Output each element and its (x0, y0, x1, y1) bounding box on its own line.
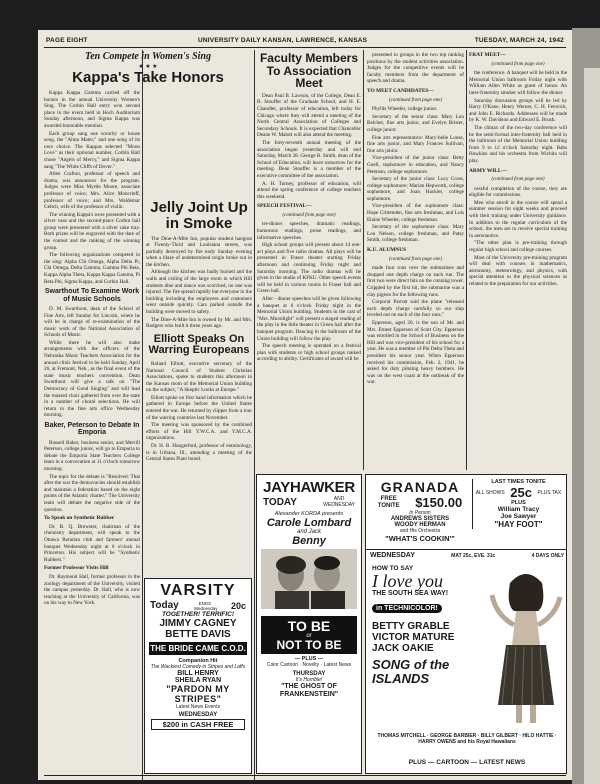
granada-days: 4 DAYS ONLY (531, 552, 564, 559)
granada-title: GRANADA (380, 479, 460, 495)
elliott-paragraph: The meeting was sponsored by the combined efforts of the Hill Y.W.C.A. and Y.M.C.A. organizations. (146, 422, 252, 442)
varsity-cash-offer: $200 in CASH FREE (151, 719, 245, 730)
varsity-ends: ENDS Wednesday (193, 600, 218, 611)
faculty-paragraph: Dean Paul B. Lawson, of the College, Dean E. B. Stouffer of the Graduate School, and H. E. Chandler, professor of education, left today for Chicago where they will attend a meeting of the North Central Association of Colleges and Secondary Schools. It is expected that Chancellor Deane W. Malott will also attend the meeting. (257, 92, 361, 139)
varsity-companion: Companion Hit (178, 658, 218, 664)
granada-actor-1: BETTY GRABLE (372, 621, 450, 632)
granada-plus: PLUS (511, 500, 526, 506)
faculty-paragraph: The forty-seventh annual meeting of the association began yesterday and will end Saturday, March 28. George B. Smith, dean of the School of Education, will leave tomorrow for the meeting. Dean Stouffer is a member of the executive committee of the association. (257, 139, 361, 179)
elliott-headline: Elliott Speaks On Warring Europeans (148, 332, 250, 357)
varsity-film-title: THE BRIDE CAME C.O.D. (150, 644, 246, 653)
jayhawker-presenter: Alexander KORDA presents (274, 511, 344, 517)
varsity-film-2: "PARDON MY STRIPES" (166, 684, 230, 704)
jayhawker-star2: Benny (292, 535, 326, 547)
jayhawker-title: JAYHAWKER (263, 479, 355, 496)
hill-paragraph: Dr. Raymond Hall, former professor in the zoology department of the University, visited the campus yesterday. Dr. Hall, who is now teaching at the University of California, was on his way to New York. (44, 573, 140, 607)
jayhawker-extras: Color Cartoon · Novelty · Latest News (266, 662, 352, 668)
swarthout-paragraph: D. M. Swarthout, dean of the School of Fine Arts, left Sunday for Lincoln, where he will be in charge of re-examination of the music work of the National Association of Schools of Music. (44, 305, 140, 339)
candidates-paragraph: Secretary of the senior class: Mary Lou Belcher, fine arts junior, and Evelyn Brister, college junior. (367, 113, 464, 133)
granada-ends: LAST TIMES TONITE (491, 479, 546, 485)
varsity-ad (144, 578, 252, 774)
jelly-headline: Jelly Joint Up in Smoke (150, 199, 248, 232)
faculty-paragraph: A. H. Turney, professor of education, will attend the spring conference of college teachers this weekend. (257, 180, 361, 200)
army-paragraph: "The other plan is pre-training through regular high school and college courses. (469, 240, 567, 254)
jelly-paragraph: The Dine-A-Mite Inn, popular student hangout at Twenty-Third and Louisiana streets, was partially destroyed by fire early Sunday evening when a blaze of undetermined origin broke out in the kitchen. (146, 235, 252, 268)
granada-matinee: MAT 25c, EVE. 31c (451, 552, 496, 559)
bottom-rule (44, 775, 566, 776)
granada-song-1: HOW TO SAY (372, 565, 414, 572)
granada-technicolor: in TECHNICOLOR! (372, 604, 442, 613)
candidates-paragraph: Phyllis Wheeler, college junior. (372, 106, 438, 113)
alumnus-paragraph: made four runs over the submarines and dropped one depth charge on each run. The first two were direct hits on the conning tower. Crippled by the first hit, the submarine was a clay pigeon for the following runs. (367, 265, 464, 298)
newspaper-page (38, 30, 572, 780)
candidates-continued: (continued from page one) (389, 97, 442, 103)
jayhawker-film-title-2: NOT TO BE (276, 638, 342, 652)
granada-band-3: and His Orchestra (399, 528, 441, 534)
frat-paragraph: The climax of the two-day conference will be the semi-formal inter-fraternity ball held in the ballroom of the Memorial Union building from 9 to 12 o'clock Saturday night. Babs Hawkins and his orchestra from Wichita will play. (469, 124, 567, 164)
candidates-headline: TO MEET CANDIDATES— (367, 87, 434, 94)
baker-paragraph: The topic for the debate is "Resolved: That after the war the democracies should establish and maintain a federation based on the eight points of the Atlantic charter." The University team will debate the negative side of the question. (44, 473, 140, 513)
granada-amount: $150.00 (415, 495, 463, 510)
frat-paragraph: Saturday discussion groups will be led by Harry O'Kane, Henry Werner, C. H. Fenwick, and John E. Richards. Addresses will be made by K. W. Davidson and Edward E. Brush. (469, 97, 567, 124)
jayhawker-ad (256, 474, 362, 774)
granada-star-0: William Tracy (497, 506, 540, 513)
granada-divider (366, 549, 566, 550)
granada-film-0b: "HAY FOOT" (494, 520, 543, 529)
varsity-star-3: BILL HENRY (177, 670, 219, 677)
granada-ad (365, 474, 567, 774)
kappa-paragraph: Kappa Kappa Gamma carried off the honors in the annual University Women's Sing. The Corbin Hall entry won second place in the event held in Hoch Auditorium Sunday afternoon, and Sigma Kappa was awarded honorable mention. (44, 90, 140, 129)
column-divider (254, 50, 255, 780)
faculty-headline: Faculty Members To Association Meet (259, 52, 359, 91)
candidates-paragraph: Fine arts representative: Mary-belle Loose, fine arts junior, and Mary Frances Sullivan, fine arts junior. (367, 134, 464, 154)
alumnus-headline: K.U. ALUMNUS (367, 247, 407, 254)
granada-actor-3: JACK OAKIE (372, 643, 434, 654)
alumnus-paragraph: Epperson, aged 20, is the son of Mr. and Mrs. Ernest Epperson of Scott City. Epperson was enrolled in the School of Business on the Hill and was vice-president of his school for a year. He was a member of Phi Delta Theta and president his senior year. When Epperson received his commission, Feb. 2, 1941, he asked for duty piloting heavy bombers. He was on the west coast at the outbreak of the war. (367, 319, 464, 386)
varsity-wednesday: WEDNESDAY (178, 712, 218, 718)
portrait-illustration-icon (261, 549, 357, 609)
varsity-price: 20c (230, 600, 246, 611)
granada-footer: PLUS — CARTOON — LATEST NEWS (408, 759, 526, 766)
masthead-line: UNIVERSITY DAILY KANSAN, LAWRENCE, KANSAS (198, 37, 368, 44)
hill-headline: Former Professor Visits Hill (44, 565, 109, 572)
baker-paragraph: Russell Baker, business senior, and Merrill Peterson, college junior, will go to Emporia to debate the Emporia State Teachers College team in a convocation at 11 o'clock tomorrow morning. (44, 439, 140, 473)
star-divider: ★ ★ ★ (138, 63, 158, 70)
header-rule (44, 47, 566, 48)
jayhawker-film-3: "THE GHOST OF FRANKENSTEIN" (279, 683, 339, 698)
jayhawker-film-title-1: TO BE (287, 618, 331, 634)
jayhawker-star1: Carole Lombard (266, 517, 352, 529)
granada-song-3: THE SOUTH SEA WAY! (372, 590, 449, 597)
varsity-news: Latest News Events (175, 704, 221, 710)
candidates-paragraph: Vice-president of the sophomore class: Hope Crittenden, fine arts freshman, and Lois Elaine Wheeler, college freshman. (367, 203, 464, 223)
jayhawker-and: AND (333, 496, 345, 502)
candidates-intro: presented to groups in the two top ranking positions by the student activities association. Judges for the competitive events will be faculty members from the department of speech and drama. (367, 52, 464, 85)
speech-paragraph: After - dinner speeches will be given following a banquet at 6 o'clock Friday night in the Memorial Union building. Students in the cast of "Mrs. Moonlight" will present a staged reading of the play in the little theater in Green hall after the banquet program. Dancing in the ballroom of the Union building will follow the play. (257, 296, 361, 342)
varsity-star-2: BETTE DAVIS (165, 629, 231, 640)
elliott-paragraph: Roland Elliott, executive secretary of the National Council of Student Christian Associations, spoke to students this afternoon in the Kansas room of the Memorial Union building on the subject, "A Skeptic Looks at Europe." (146, 360, 252, 394)
column-4 (367, 52, 464, 470)
kappa-paragraph: The winning Kappa's were presented with a silver vase and the second-place Corbin hall group were presented with a silver cake tray. Both prizes will be engraved with the date of the contest and the ranking of the winning group. (44, 211, 140, 251)
frat-headline: FRAT MEET— (469, 52, 506, 58)
jayhawker-thursday: THURSDAY (292, 671, 326, 677)
column-3 (257, 52, 361, 470)
candidates-paragraph: Secretary of the sophomore class: Mary Lou Nelson, college freshman, and Patsy Smith, college freshman. (367, 224, 464, 244)
varsity-companion-note: The Wackiest Comedy in Stripes and Laffs (150, 664, 246, 670)
rubber-headline: To Speak on Synthetic Rubber (44, 515, 115, 522)
granada-price: 25c (510, 485, 532, 500)
adjacent-page-strip (584, 68, 600, 784)
jayhawker-today: TODAY (263, 496, 297, 508)
speech-paragraph: The speech meeting is operated on a festival plan with students or high school groups ranked according to ability. Certificates of award will be (257, 343, 361, 363)
army-paragraph: Most of the University pre-training program will deal with courses in mathematics, astronomy, meteorology, and physics, with special attention to the physical sciences as related to the preparation for our activities. (469, 254, 567, 287)
jayhawker-plus: — PLUS — (294, 656, 324, 662)
kappa-headline-block (44, 52, 252, 85)
column-5 (469, 52, 567, 470)
issue-date: TUESDAY, MARCH 24, 1942 (474, 37, 564, 44)
baker-headline: Baker, Peterson to Debate In Emporia (44, 422, 140, 437)
speech-paragraph: ter-dinner speeches, dramatic readings, humorous readings, prose readings, and informative speeches. (257, 221, 361, 241)
kappa-paragraph: Each group sang one sorority or house song, the "Alma Mater," and one song of its own choice. The Kappas selected "Moon Love" as their optional number, Corbin Hall chose "Angels of Mercy," and Sigma Kappa sang "The White Cliffs of Dover." (44, 130, 140, 170)
army-paragraph: Men who enroll in the course will spend a summer session for eight weeks and proceed with their training under University guidance. In addition to the regular curriculum of the school, the men are to receive special training in aeronautics. (469, 199, 567, 239)
granada-in-person: In Person (409, 510, 431, 516)
varsity-today: Today (150, 600, 179, 611)
speech-continued: (continued from page one) (282, 212, 336, 218)
elliott-paragraph: Elliott spoke on first hand information which he gathered in Europe before the United States entered the war. He returned by clipper from a tour of the warring countries last November. (146, 394, 252, 421)
jelly-paragraph: Although the kitchen was badly burned and the walls and ceiling of the large room in which Hill students dine and dance was scorched, no one was injured. The fire spread rapidly but everyone in the building including the employees and customers went outside quickly. Cars parked outside the building were moved to safety. (146, 269, 252, 316)
alumnus-continued: (continued from page one) (389, 256, 442, 262)
varsity-star-4: SHEILA RYAN (174, 677, 222, 684)
swarthout-paragraph: While there he will also make arrangements with the officers of the Nebraska Music Teachers Association for the annual clinic festival to be held Sunday, April 26, at Fremont, Neb., as the final event of the state music teachers convention. Dean Swarthout will give a talk on "The Democracy of Good Singing" and will lead the massed choir gathered from over the state in a number of choral selections. He will return to the fine arts office Wednesday morning. (44, 339, 140, 419)
column-1 (44, 90, 140, 780)
alumnus-paragraph: Corporal Parrott said the plane "released each depth charge carefully so our ship leveled out on each of the four runs." (367, 299, 464, 319)
jayhawker-film-or: or (306, 633, 312, 639)
army-headline: ARMY WILL— (469, 167, 507, 174)
granada-star-0b: Joe Sawyer (500, 513, 537, 520)
kappa-headline: Kappa's Take Honors (72, 68, 224, 86)
granada-song-2: I love you (372, 571, 443, 591)
jayhawker-horror: It's Horrible! (295, 677, 323, 683)
speech-paragraph: High school groups will present about 14 one-act plays and five radio dramas. All plays will be presented in Fraser theater starting Friday afternoon and continuing Friday night and Saturday morning. The radio dramas will be given in the studio of KFKU. Other speech events will be held in various rooms in Fraser hall and Green hall. (257, 242, 361, 295)
granada-cast: THOMAS MITCHELL · GEORGE BARBIER · BILLY GILBERT · HILO HATTIE · HARRY OWENS and his Royal Hawaiians (377, 733, 557, 745)
speech-headline: SPEECH FESTIVAL— (257, 203, 312, 210)
varsity-tagline: TOGETHER! TERRIFIC! (161, 611, 235, 618)
candidates-paragraph: Secretary of the junior class: Lucy Cross, college sophomore; Marian Hepworth, college sophomore, and Joan Hackler, college sophomore. (367, 176, 464, 202)
granada-actor-2: VICTOR MATURE (372, 632, 455, 643)
kappa-kicker: Ten Compete in Women's Sing (85, 51, 211, 62)
swarthout-headline: Swarthout To Examine Work of Music Schools (44, 288, 140, 303)
rubber-paragraph: Dr. R. Q. Brewster, chairman of the chemistry department, will speak to the Ottawa Rotarian club and farmers' annual banquet Wednesday night at 6 o'clock in Princeton. His subject will be "Synthetic Rubbers." (44, 523, 140, 563)
column-divider (466, 50, 467, 470)
granada-film-title: SONG of the ISLANDS (372, 657, 450, 686)
granada-film-0: "WHAT'S COOKIN'" (385, 534, 455, 543)
granada-all-shows: ALL SHOWS (475, 489, 505, 496)
column-divider (363, 50, 364, 470)
granada-plus-tax: PLUS TAX (537, 489, 562, 496)
jelly-paragraph: The Dine-A-Mite Inn is owned by Mr. and Mrs. Rodgers who built it three years ago. (146, 316, 252, 330)
army-continued: (continued from page one) (491, 177, 545, 183)
column-divider (142, 50, 143, 780)
page-number: PAGE EIGHT (46, 37, 88, 44)
army-paragraph: cessful completion of the course, they are eligible for commissions. (469, 185, 567, 199)
frat-continued: (continued from page one) (491, 61, 545, 67)
jayhawker-day: WEDNESDAY (323, 502, 355, 508)
elliott-paragraph: Dr. H. B. Hungerford, professor of entomology, is in Urbana, Ill., attending a meeting of the Central States Plant board. (146, 443, 252, 463)
granada-tonite: TONITE (377, 502, 400, 509)
granada-band-2: WOODY HERMAN (394, 522, 446, 528)
frat-paragraph: the conference. A banquet will be held in the Memorial Union ballroom Friday night with William Allen White as guest of honor. An inter-fraternity smoker will follow the dinner. (469, 70, 567, 96)
jayhawker-jack: and Jack (296, 529, 321, 535)
varsity-title: VARSITY (160, 582, 236, 599)
granada-free: FREE (380, 495, 397, 502)
kappa-paragraph: Allen Crafton, professor of speech and drama, was announcer for the program. Judges were Miss Myrtle Moore, associate professor of voice; Mrs. Alice Moncrieff, professor of voice; and Mrs. Waldemar Geltch, wife of the professor of violin. (44, 171, 140, 211)
hula-dancer-illustration-icon (488, 565, 564, 725)
kappa-paragraph: The following organizations competed in the sing: Alpha Chi Omega, Alpha Delta Pi, Chi Omega, Delta Gamma, Gamma Phi Beta, Kappa Alpha Theta, Kappa Kappa Gamma, Pi Beta Phi, Sigma Kappa, and Corbin Hall. (44, 252, 140, 285)
granada-band-1: ANDREWS SISTERS (390, 516, 450, 522)
varsity-star-1: JIMMY CAGNEY (159, 618, 237, 629)
candidates-paragraph: Vice-president of the junior class: Betty Goell, sophomore in education, and Nancy Peterson, college sophomore. (367, 155, 464, 175)
adjacent-page-edge (572, 28, 600, 784)
granada-wednesday: WEDNESDAY (370, 552, 415, 559)
